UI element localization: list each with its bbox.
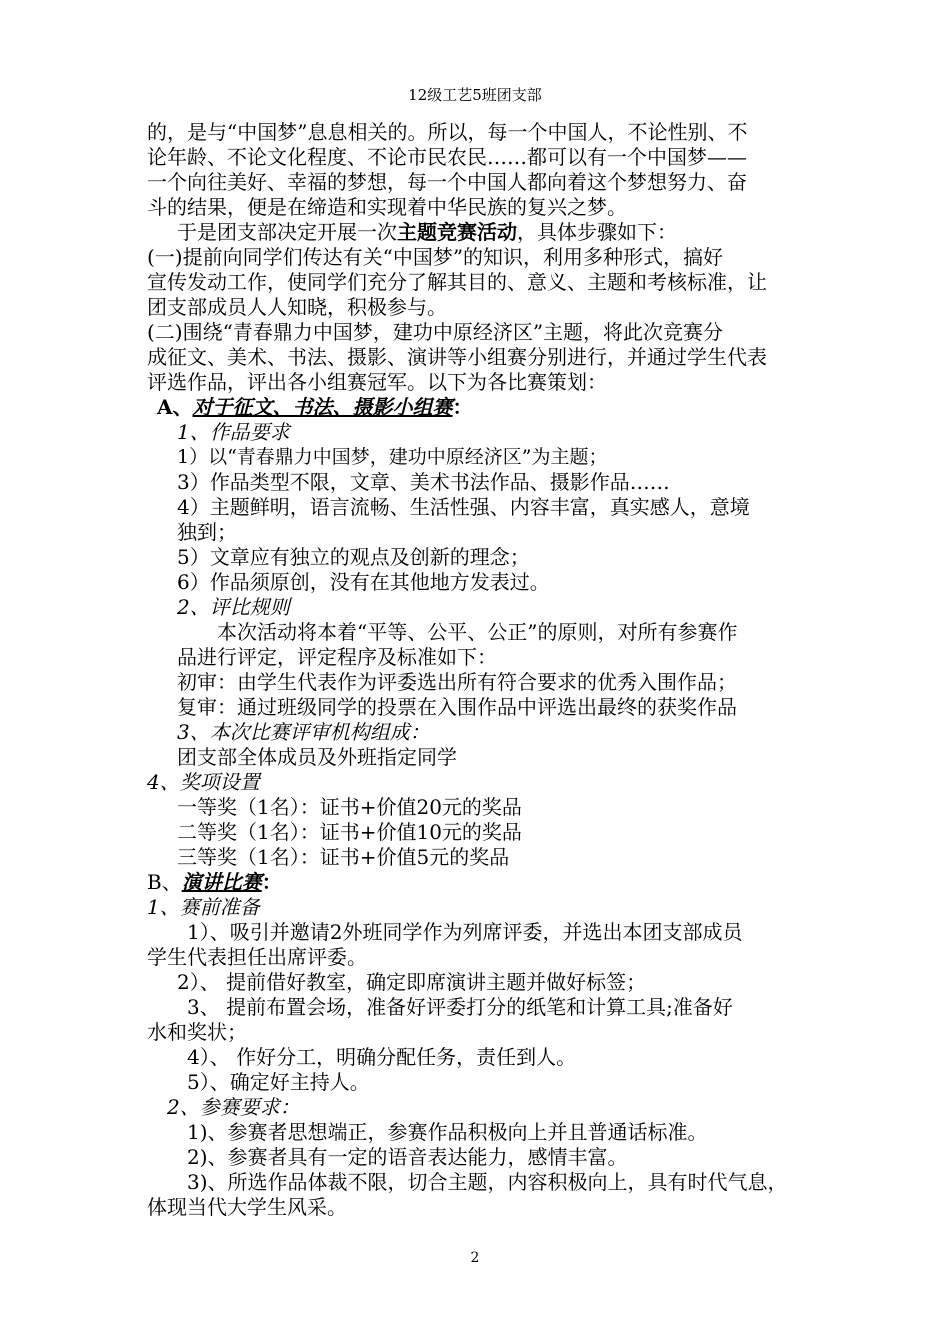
- text-line: 斗的结果，便是在缔造和实现着中华民族的复兴之梦。: [147, 195, 627, 219]
- heading-text: 对于征文、书法、摄影小组赛: [192, 395, 453, 419]
- text-line: 二等奖（1名）：证书+价值10元的奖品: [177, 820, 522, 844]
- text-line: (一)提前向同学们传达有关“中国梦”的知识，利用多种形式，搞好: [147, 245, 724, 269]
- text-line: 三等奖（1名）：证书+价值5元的奖品: [177, 845, 510, 869]
- text-line: 一等奖（1名）：证书+价值20元的奖品: [177, 795, 522, 819]
- text-line: 学生代表担任出席评委。: [147, 945, 367, 969]
- text-span: ：: [261, 870, 282, 894]
- text-line: 评选作品，评出各小组赛冠军。以下为各比赛策划：: [147, 370, 607, 394]
- subheading: 3、本次比赛评审机构组成：: [177, 720, 430, 744]
- page-header: 12级工艺5班团支部: [408, 86, 542, 104]
- text-line: 本次活动将本着“平等、公平、公正”的原则，对所有参赛作: [217, 620, 738, 644]
- text-line: 1)、参赛者思想端正，参赛作品积极向上并且普通话标准。: [187, 1120, 708, 1144]
- text-span: 于是团支部决定开展一次: [177, 220, 397, 244]
- text-line: 团支部成员人人知晓，积极参与。: [147, 295, 447, 319]
- text-line: 2）、 提前借好教室，确定即席演讲主题并做好标签；: [177, 970, 647, 994]
- text-line: 5）、确定好主持人。: [187, 1070, 370, 1094]
- text-line: [147, 220, 815, 245]
- text-span: ：: [452, 395, 473, 419]
- heading-text: 演讲比赛: [181, 870, 262, 894]
- text-line: (二)围绕“青春鼎力中国梦，建功中原经济区”主题，将此次竞赛分: [147, 320, 724, 344]
- text-line: 体现当代大学生风采。: [147, 1195, 347, 1219]
- text-line: 论年龄、不论文化程度、不论市民农民……都可以有一个中国梦——: [147, 145, 747, 169]
- text-line: 4）、 作好分工，明确分配任务，责任到人。: [187, 1045, 577, 1069]
- text-line: 一个向往美好、幸福的梦想，每一个中国人都向着这个梦想努力、奋: [147, 170, 747, 194]
- subheading: 2、评比规则: [177, 595, 290, 619]
- text-line: 3、 提前布置会场，准备好评委打分的纸笔和计算工具;准备好: [187, 995, 733, 1019]
- text-line: 3）作品类型不限，文章、美术书法作品、摄影作品……: [177, 470, 670, 494]
- section-heading-a: [147, 395, 815, 420]
- text-line: 独到；: [177, 520, 237, 544]
- text-line: 团支部全体成员及外班指定同学: [177, 745, 457, 769]
- subheading: 2、参赛要求：: [167, 1095, 300, 1119]
- text-span: A、: [157, 395, 193, 419]
- section-heading-b: [147, 870, 815, 895]
- subheading: 1、赛前准备: [147, 895, 260, 919]
- subheading: 1、作品要求: [177, 420, 290, 444]
- text-line: 4）主题鲜明，语言流畅、生活性强、内容丰富，真实感人，意境: [177, 495, 750, 519]
- bold-text: 主题竞赛活动: [397, 220, 517, 244]
- text-line: 2)、参赛者具有一定的语音表达能力，感情丰富。: [187, 1145, 628, 1169]
- text-line: 品进行评定，评定程序及标准如下：: [177, 645, 497, 669]
- text-line: 宣传发动工作，使同学们充分了解其目的、意义、主题和考核标准，让: [147, 270, 767, 294]
- document-body: [147, 120, 815, 1220]
- text-line: 5）文章应有独立的观点及创新的理念；: [177, 545, 530, 569]
- page-number: 2: [470, 1250, 480, 1266]
- text-line: 复审：通过班级同学的投票在入围作品中评选出最终的获奖作品: [177, 695, 737, 719]
- text-line: 的，是与“中国梦”息息相关的。所以，每一个中国人，不论性别、不: [147, 120, 748, 144]
- text-line: 1）、吸引并邀请2外班同学作为列席评委，并选出本团支部成员: [187, 920, 743, 944]
- text-line: 初审：由学生代表作为评委选出所有符合要求的优秀入围作品；: [177, 670, 737, 694]
- text-span: ，具体步骤如下：: [517, 220, 677, 244]
- text-line: 6）作品须原创，没有在其他地方发表过。: [177, 570, 550, 594]
- subheading: 4、奖项设置: [147, 770, 260, 794]
- text-line: 成征文、美术、书法、摄影、演讲等小组赛分别进行，并通过学生代表: [147, 345, 767, 369]
- text-span: B、: [147, 870, 182, 894]
- text-line: 3)、所选作品体裁不限，切合主题，内容积极向上，具有时代气息，: [187, 1170, 788, 1194]
- text-line: 水和奖状；: [147, 1020, 247, 1044]
- text-line: 1）以“青春鼎力中国梦，建功中原经济区”为主题；: [177, 446, 608, 468]
